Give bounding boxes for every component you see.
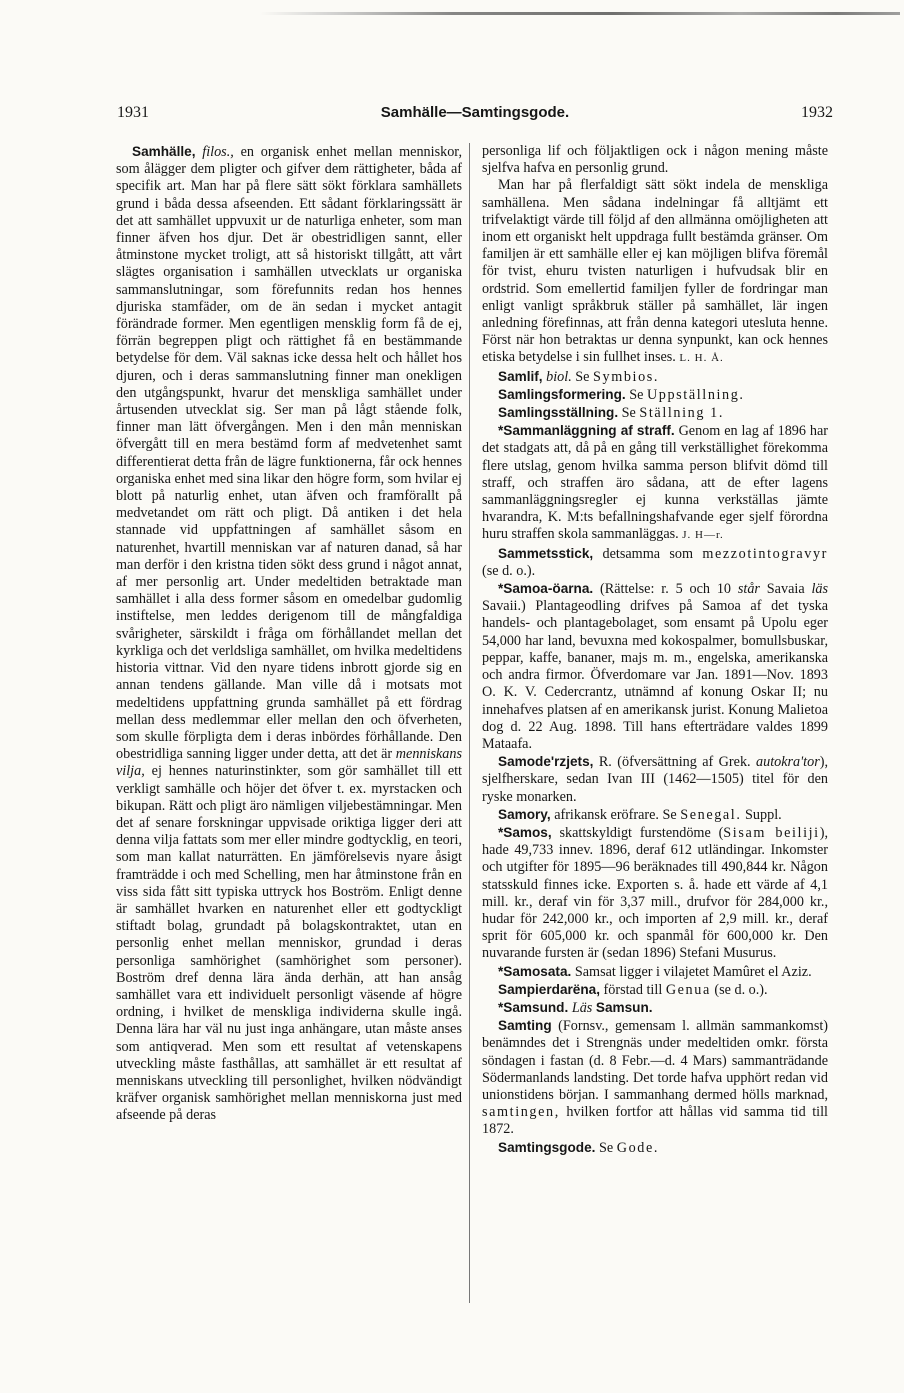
entry-samoderjets bbox=[482, 753, 828, 806]
headword: *Samos, bbox=[498, 824, 552, 840]
headword: Samory, bbox=[498, 806, 551, 822]
see-label: Se bbox=[598, 1139, 614, 1156]
entry-text: förstad till bbox=[603, 981, 663, 998]
entry-text: R. (öfversättning af Grek. bbox=[598, 754, 751, 771]
headword: *Sammanläggning af straff. bbox=[498, 423, 675, 439]
entry-samhalle bbox=[116, 143, 462, 1125]
cross-reference: Samsun. bbox=[595, 999, 653, 1015]
entry-samlif bbox=[482, 368, 828, 386]
cross-reference: Gode. bbox=[616, 1139, 659, 1156]
entry-text: skattskyldigt furstendöme ( bbox=[559, 824, 724, 841]
emphasis: läs bbox=[811, 581, 829, 598]
entry-text: personliga lif och följaktligen ock i någon mening måste sjelfva hafva en personlig grund. bbox=[482, 143, 828, 177]
cross-reference: mezzotintogravyr bbox=[702, 545, 828, 562]
running-title: Samhälle—Samtingsgode. bbox=[380, 104, 570, 121]
entry-samory bbox=[482, 806, 828, 824]
cross-reference: Symbios. bbox=[593, 368, 660, 385]
headword: Sampierdarëna, bbox=[498, 981, 600, 997]
headword: Samlingsformering. bbox=[498, 386, 626, 402]
subject-label: biol. bbox=[546, 368, 572, 385]
entry-sampierdarena bbox=[482, 981, 828, 999]
see-label: Se bbox=[629, 386, 644, 403]
headword: Samting bbox=[498, 1018, 552, 1034]
entry-sammanlaggning bbox=[482, 422, 828, 544]
headword: *Samsund. bbox=[498, 999, 569, 1015]
entry-text: detsamma som bbox=[602, 545, 694, 562]
headword: Samode'rzjets, bbox=[498, 754, 594, 770]
entry-samos bbox=[482, 824, 828, 963]
entry-text: ), sjelfherskare, sedan Ivan III (1462—1505) titel för den ryske monarken. bbox=[482, 754, 829, 805]
entry-samlingsstallning bbox=[482, 404, 828, 422]
headword: Samlif, bbox=[498, 368, 543, 384]
column-divider bbox=[469, 143, 470, 1303]
emphasis: autokra'tor bbox=[756, 754, 820, 771]
page-header bbox=[117, 104, 833, 128]
cross-reference: samtingen, bbox=[482, 1104, 560, 1121]
emphasis: står bbox=[737, 581, 760, 598]
entry-samlingsformering bbox=[482, 386, 828, 404]
author-signature: L. H. Å. bbox=[679, 352, 724, 365]
left-column bbox=[116, 143, 462, 1125]
entry-text: Savaii.) Plantageodling drifves på Samoa af det tyska handels- och plantagebolaget, som ensamt på Upolu eger 54,000 har land, bevuxna med kokospalmer, bomullsbuskar, peppar, kaffe, bananer, majs m. m., engelska, amerikanska och andra firmor. Öfverdomare var Jan. 1891—Nov. 1893 O. K. V. Cedercrantz, utnämnd af konung Oskar II; nu innehafves platsen af en amerikansk jurist. Konung Malietoa dog d. 22 Aug. 1898. Till hans efterträdare valdes 1899 Mataafa. bbox=[482, 598, 828, 752]
see-label: Se bbox=[621, 405, 636, 422]
entry-text: Savaia bbox=[766, 581, 805, 598]
entry-text: Samsat ligger i vilajetet Mamûret el Aziz. bbox=[574, 963, 812, 980]
cross-reference: Ställning 1. bbox=[639, 405, 725, 422]
headword: *Samosata. bbox=[498, 963, 572, 979]
scan-artifact-line bbox=[260, 12, 900, 15]
entry-text: Suppl. bbox=[745, 806, 782, 823]
headword: Samtingsgode. bbox=[498, 1139, 596, 1155]
entry-samting bbox=[482, 1017, 828, 1138]
entry-text: (se d. o.). bbox=[482, 562, 536, 579]
entry-text: (se d. o.). bbox=[714, 981, 768, 998]
cross-reference: Sisam beilijі bbox=[723, 824, 820, 841]
entry-text: Man har på flerfaldigt sätt sökt indela de menskliga samhällena. Men sådana indelningar få alltjämt ett trifvelaktigt värde till följd af den allmänna omöjligheten att inom ett organiskt helt uppdraga fullt bestämda gränser. Om familjen är ett samhälle eller ej kan möjligen blifva föremål för tvist, ehuru tvisten naturligen i hufvudsak blir en ordstrid. Som emellertid familjen fyller de fordringar man enligt vanligt språkbruk ställer på samhället, lär ingen anledning förefinnas, att från denna kategori utesluta henne. Först när hon betraktas ur denna synpunkt, kan ock hennes etiska betydelse i sin fullhet inses. bbox=[482, 177, 828, 366]
right-column bbox=[482, 143, 828, 1157]
entry-samosata bbox=[482, 963, 828, 981]
emphasis: Läs bbox=[571, 999, 593, 1016]
entry-text: ej hennes naturinstinkter, som gör samhället till ett verkligt samhälle och höjer det öfver t. ex. myrstacken och bikupan. Rätt och pligt äro nämligen viljebestämningar. Men det af senare forskningar uppvisade oriktiga ligger deri att denna vilja fattats som mer eller mindre godtycklig, en teori, som man kallat naturrätten. En jämförelsevis nyare åsigt framträdde i och med Schelling, men har åtminstone från en viss sida fått sitt typiska uttryck hos Boström. Enligt denne är samhället hvarken en naturenhet eller ett godtyckligt stiftadt bolag, grundadt på bolagskontraktet, utan en personlig enhet mellan menniskor, grundad i deras personliga samhörighet (samhörighet som personer). Boström dref denna lära ända derhän, att han ansåg samhället vara ett individuelt personligt väsende af högre ordning, i hvilket de menskliga individerna skulle ingå. Denna lära har väl nu just inga anhängare, utan måste anses som antiqverad. Men som ett resultat af vetenskapens utveckling måste fasthållas, att samhället är ett resultat af menniskans utveckling till personlighet, hvilken nödvändigt kräfver organisk samhörighet mellan menniskorna just med afseende på deras bbox=[116, 763, 462, 1124]
author-signature: J. H—r. bbox=[682, 529, 724, 542]
headword: *Samoa-öarna. bbox=[498, 581, 594, 597]
entry-continuation bbox=[482, 143, 828, 177]
entry-samoa bbox=[482, 580, 828, 753]
emphasis: menniskans vilja, bbox=[116, 746, 462, 780]
entry-text: afrikansk eröfrare. Se bbox=[554, 806, 677, 823]
entry-text: (Rättelse: r. 5 och 10 bbox=[600, 581, 732, 598]
entry-samtingsgode bbox=[482, 1139, 828, 1157]
headword: Sammetsstick, bbox=[498, 545, 594, 561]
see-label: Se bbox=[575, 368, 590, 385]
cross-reference: Genua bbox=[665, 981, 711, 998]
entry-text: Genom en lag af 1896 har det stadgats att, då på en gång till verkställighet förekomma flere utslag, genom hvilka samma person blifvit dömd till straff, och straffen äro sådana, att de efter lagens sammanläggningsregler ej kunna verkställas jämte hvarandra, K. M:ts befallningshafvande eger sjelf förordna huru straffen skola sammanläggas. bbox=[482, 423, 828, 543]
entry-sammetsstick bbox=[482, 545, 828, 580]
cross-reference: Uppställning. bbox=[646, 386, 745, 403]
subject-label: filos., bbox=[202, 144, 234, 160]
entry-text: (Fornsv., gemensam l. allmän sammankomst) benämndes det i Strengnäs under medeltiden omkr. första söndagen i fastan (d. 8 Febr.—d. 4 Mars) sammanträdande Södermanlands landsting. Det torde hafva upphört redan vid unionstidens början. I sammanhang dermed hölls marknad, bbox=[482, 1018, 829, 1103]
entry-text: hvilken fortfor att hållas vid samma tid till 1872. bbox=[482, 1104, 828, 1138]
right-page-number: 1932 bbox=[801, 104, 833, 121]
headword: Samlingsställning. bbox=[498, 405, 619, 421]
entry-continuation-paragraph bbox=[482, 177, 828, 367]
cross-reference: Senegal. bbox=[680, 806, 742, 823]
entry-samsund bbox=[482, 999, 828, 1017]
left-page-number: 1931 bbox=[117, 104, 149, 121]
entry-text: en organisk enhet mellan menniskor, som ålägger dem pligter och gifver dem rättigheter, båda af specifik art. Man har på flere sätt sökt förklara samhällets grund i båda dessa afseenden. Ett sådant förklaringssätt är det att samhället uppvuxit ur de naturliga enheter, som man finner äfven hos djur. Det är obestridligen sannt, eller åtminstone mycket troligt, att så historiskt tillgått, att vårt slägtes organisation i samhällen utvecklats ur organiska sammanslutningar, som förefunnits redan hos hennes djuriska stamfäder, om de än sedan i mycket antagit förändrade former. Men egentligen mensklig form få de ej, förrän begreppen pligt och rättighet få en bestämmande betydelse för dem. Väl saknas icke dessa helt och hållet hos djuren, och i deras sammanslutning finner man onekligen den utgångspunkt, hvarur det menskliga samhället under årtusenden utvecklat sig. Ser man på lågt stående folk, finner man lätt öfvergången. Men i den mån menniskan öfvergått till en mera bestämd form af medvetenhet samt differentierat detta från de lägre funktionerna, får ock hennes organiska enhet med sina likar den högre form, som hvilar ej blott på naturlig enhet, utan äfven och framförallt på medvetandet om rätt och pligt. Då antiken i det hela stannade vid uppfattningen af samhället såsom en naturenhet, hvartill menniskan var af naturen danad, så har man derför i den kristna tiden sökt dess grund i något annat, af mer personlig art. Under medeltiden betraktade man samhället i alla dess former såsom en omedelbar gudomlig instiftelse, men leddes derigenom till de mångfaldiga svårigheter, särskildt i fråga om förhållandet mellan det kyrkliga och det verldsliga samhället, om hvilka medeltidens historia vittnar. Vid den nyare tidens inbrott gjorde sig en annan tendens gällande. Man ville då i motsats mot medeltidens uppfattning grunda samhället på ett fördrag mellan dess medlemmar eller mellan den och öfverheten, som skulle förpligta dem i deras inbördes förhållande. Den obestridliga sanning ligger under detta, att det är bbox=[116, 144, 462, 763]
headword: Samhälle, bbox=[132, 144, 196, 159]
entry-text: ), hade 49,733 innev. 1896, deraf 612 utländingar. Inkomster och utgifter för 1895—96 beräknades till 490,844 kr. Någon statsskuld finnes icke. Exporten s. å. hade ett värde af 4,1 mill. kr., deraf vin för 3,37 mill., drufvor för 284,000 kr., hudar för 242,000 kr., och importen af 2,9 mill. kr., deraf sprit för 605,000 kr. och spanmål för 600,000 kr. Den nuvarande fursten är (sedan 1896) Stefani Musurus. bbox=[482, 824, 828, 962]
